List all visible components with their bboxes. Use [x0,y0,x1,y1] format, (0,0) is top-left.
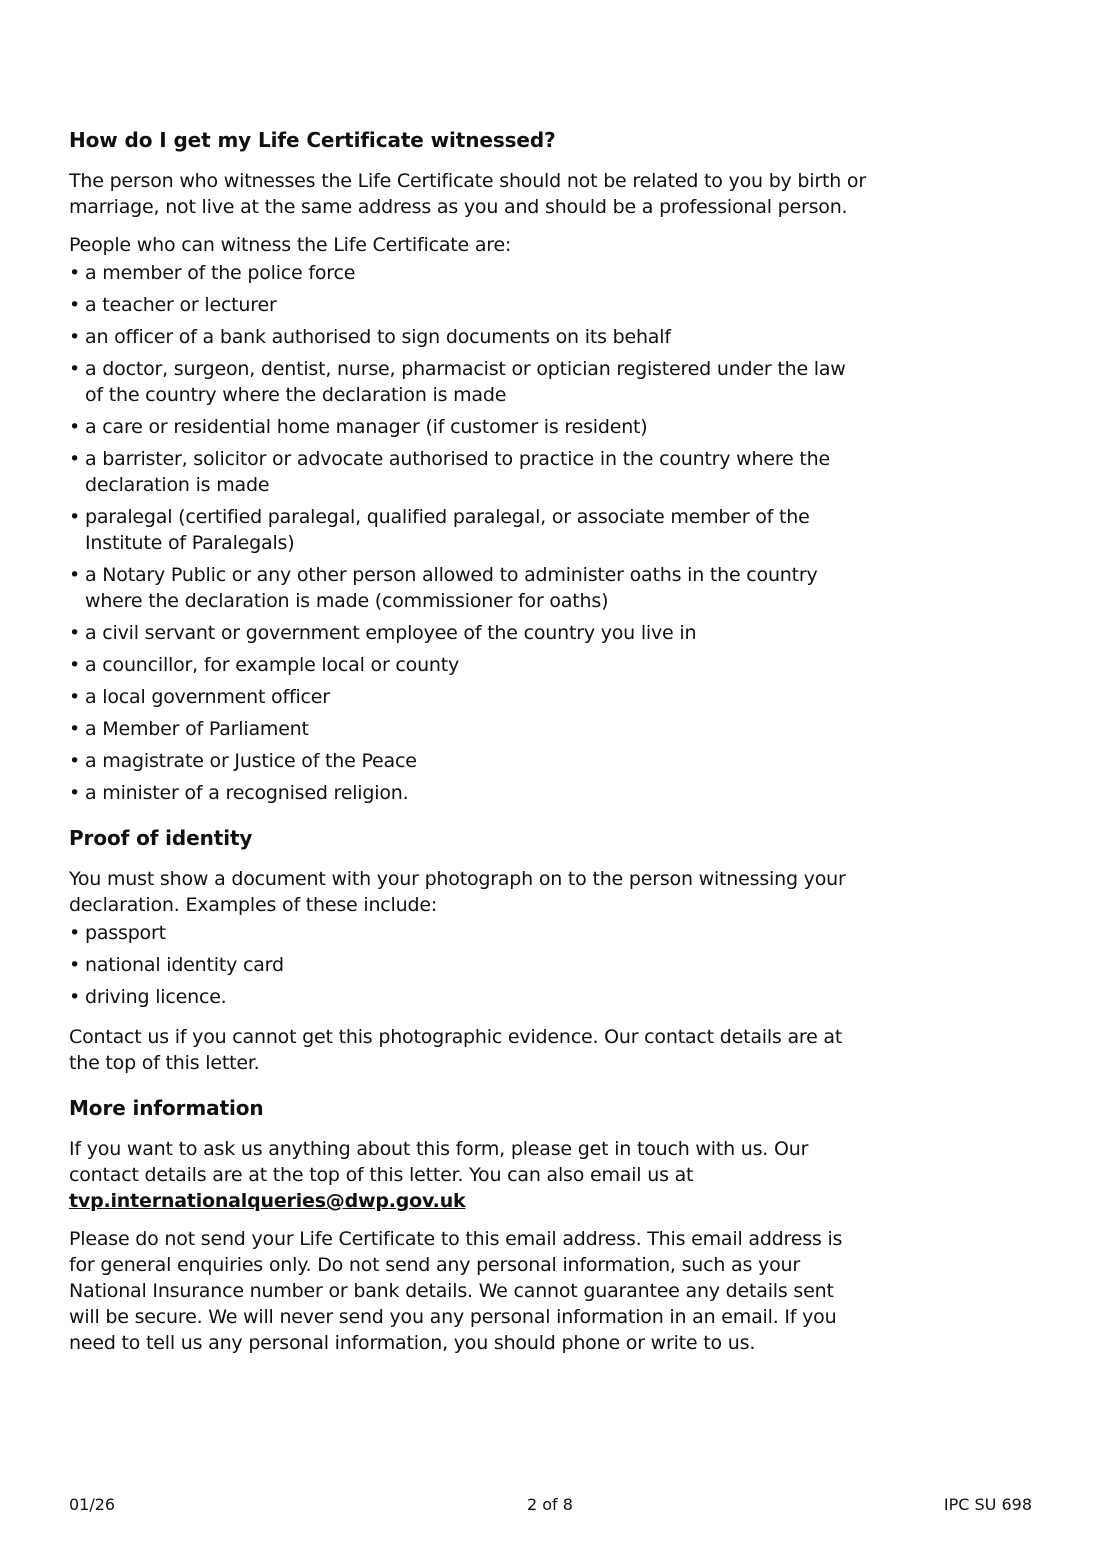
list-item: • a Member of Parliament [69,716,869,742]
document-body [69,126,869,1374]
privacy-paragraph: Please do not send your Life Certificate to this email address. This email address is for general enquiries only. Do not send any personal information, such as your National Insurance number or bank details. We cannot guarantee any details sent will be secure. We will never send you any personal information in an email. If you need to tell us any personal information, you should phone or write to us. [69,1228,843,1354]
list-item: • a barrister, solicitor or advocate authorised to practice in the country where the declaration is made [69,446,869,498]
witness-section [69,126,869,806]
identity-list-intro: You must show a document with your photograph on to the person witnessing your declaration. Examples of these include: [69,868,846,916]
identity-list [69,920,869,1010]
list-item: • a teacher or lecturer [69,292,869,318]
identity-section [69,824,869,1076]
list-item: • a doctor, surgeon, dentist, nurse, pharmacist or optician registered under the law of the country where the declaration is made [69,356,869,408]
more-info-heading: More information [69,1096,264,1120]
list-item: • a Notary Public or any other person allowed to administer oaths in the country where the declaration is made (commissioner for oaths) [69,562,869,614]
list-item: • a civil servant or government employee of the country you live in [69,620,869,646]
list-item: • a care or residential home manager (if customer is resident) [69,414,869,440]
email-link[interactable]: tvp.internationalqueries@dwp.gov.uk [69,1190,466,1212]
footer-date-code: 01/26 [69,1495,116,1514]
page-footer [69,1495,1032,1519]
witness-list [69,260,869,806]
list-item: • a minister of a recognised religion. [69,780,869,806]
list-item: • an officer of a bank authorised to sign documents on its behalf [69,324,869,350]
footer-page-number: 2 of 8 [527,1495,573,1514]
list-item: • a councillor, for example local or county [69,652,869,678]
more-info-paragraph [69,1136,869,1214]
more-info-text: If you want to ask us anything about this form, please get in touch with us. Our contact details are at the top of this letter. You can also email us at [69,1138,809,1186]
list-item: • a magistrate or Justice of the Peace [69,748,869,774]
witness-heading: How do I get my Life Certificate witnessed? [69,128,556,152]
list-item: • national identity card [69,952,869,978]
list-item: • driving licence. [69,984,869,1010]
list-item: • paralegal (certified paralegal, qualified paralegal, or associate member of the Institute of Paralegals) [69,504,869,556]
identity-heading: Proof of identity [69,826,253,850]
list-item: • passport [69,920,869,946]
list-item: • a member of the police force [69,260,869,286]
more-info-section [69,1094,869,1356]
identity-contact-paragraph: Contact us if you cannot get this photographic evidence. Our contact details are at the top of this letter. [69,1026,843,1074]
footer-form-code: IPC SU 698 [943,1495,1032,1514]
witness-paragraph: The person who witnesses the Life Certificate should not be related to you by birth or marriage, not live at the same address as you and should be a professional person. [69,170,866,218]
list-item: • a local government officer [69,684,869,710]
witness-list-intro: People who can witness the Life Certificate are: [69,234,512,256]
